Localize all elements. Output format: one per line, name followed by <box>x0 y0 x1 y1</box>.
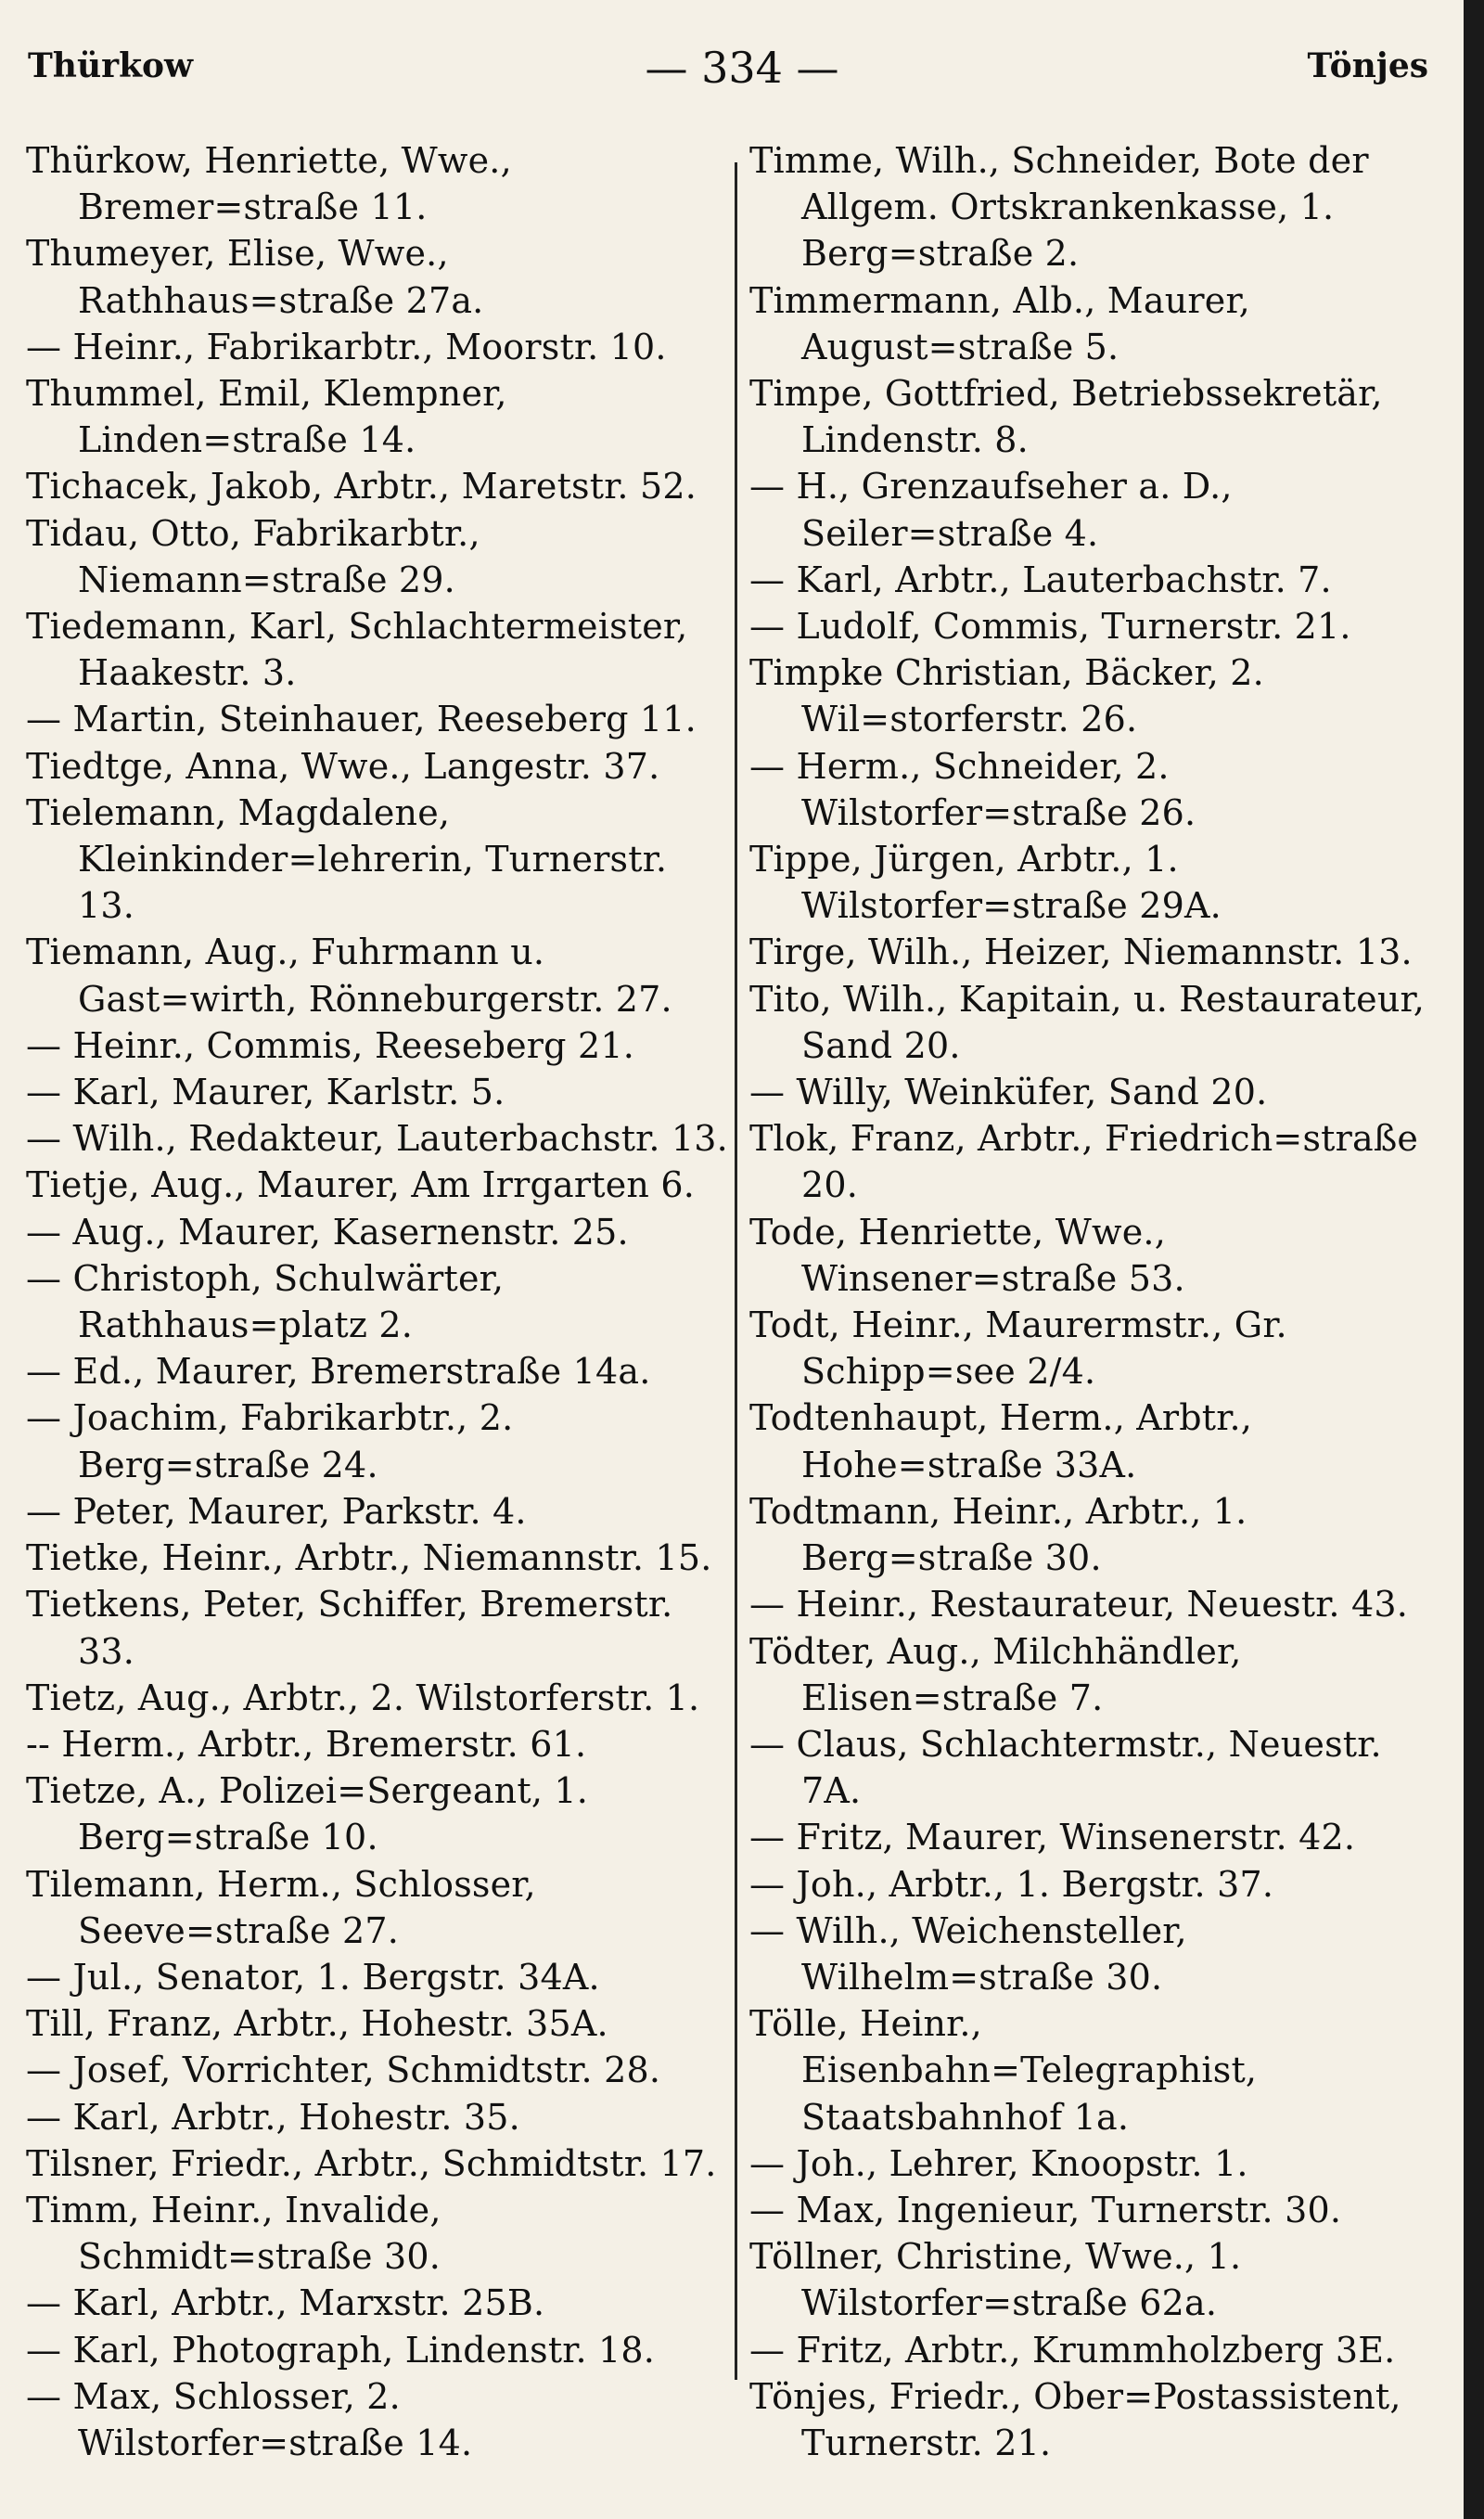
directory-entry: Todt, Heinr., Maurermstr., Gr. Schipp=see 2/4. <box>749 1304 1287 1393</box>
directory-entry: Tirge, Wilh., Heizer, Niemannstr. 13. <box>749 932 1413 973</box>
directory-entry: — Karl, Maurer, Karlstr. 5. <box>26 1072 505 1113</box>
directory-entry: — Max, Schlosser, 2. Wilstorfer=straße 14. <box>26 2375 473 2463</box>
column-divider <box>735 162 737 2380</box>
directory-entry: Tlok, Franz, Arbtr., Friedrich=straße 20. <box>749 1118 1419 1206</box>
directory-entry: Tietkens, Peter, Schiffer, Bremerstr. 33. <box>26 1584 673 1672</box>
directory-entry: — Jul., Senator, 1. Bergstr. 34A. <box>26 1956 600 1998</box>
directory-entry: Tiedtge, Anna, Wwe., Langestr. 37. <box>26 745 660 787</box>
directory-entry: — Karl, Photograph, Lindenstr. 18. <box>26 2329 656 2371</box>
directory-entry: Tödter, Aug., Milchhändler, Elisen=straße 7. <box>749 1630 1242 1718</box>
directory-entry: — Joh., Arbtr., 1. Bergstr. 37. <box>749 1863 1274 1905</box>
directory-entry: Töllner, Christine, Wwe., 1. Wilstorfer=straße 62a. <box>749 2236 1242 2324</box>
directory-entry: — Heinr., Restaurateur, Neuestr. 43. <box>749 1584 1409 1626</box>
directory-entry: Tölle, Heinr., Eisenbahn=Telegraphist, Staatsbahnhof 1a. <box>749 2003 1258 2138</box>
page-number: — 334 — <box>645 43 839 93</box>
directory-entry: — Heinr., Commis, Reeseberg 21. <box>26 1024 634 1066</box>
directory-entry: — Ludolf, Commis, Turnerstr. 21. <box>749 606 1351 648</box>
directory-entry: Tielemann, Magdalene, Kleinkinder=lehrerin, Turnerstr. 13. <box>26 791 668 927</box>
running-head-right: Tönjes <box>1307 46 1428 85</box>
directory-entry: Timmermann, Alb., Maurer, August=straße 5. <box>749 279 1250 367</box>
directory-entry: Timpke Christian, Bäcker, 2. Wil=storferstr. 26. <box>749 652 1264 740</box>
directory-entry: — Peter, Maurer, Parkstr. 4. <box>26 1490 527 1532</box>
directory-entry: Tito, Wilh., Kapitain, u. Restaurateur, Sand 20. <box>749 978 1426 1066</box>
directory-entry: — Karl, Arbtr., Lauterbachstr. 7. <box>749 559 1332 600</box>
directory-entry: — Wilh., Redakteur, Lauterbachstr. 13. <box>26 1118 728 1160</box>
directory-entry: — Max, Ingenieur, Turnerstr. 30. <box>749 2189 1342 2230</box>
directory-entry: — H., Grenzaufseher a. D., Seiler=straße 4. <box>749 466 1233 554</box>
directory-entry: Tiemann, Aug., Fuhrmann u. Gast=wirth, Rönneburgerstr. 27. <box>26 932 672 1020</box>
directory-entry: — Ed., Maurer, Bremerstraße 14a. <box>26 1351 651 1393</box>
directory-entry: — Josef, Vorrichter, Schmidtstr. 28. <box>26 2050 661 2091</box>
directory-entry: Tietz, Aug., Arbtr., 2. Wilstorferstr. 1. <box>26 1677 700 1718</box>
directory-entry: Timpe, Gottfried, Betriebssekretär, Lindenstr. 8. <box>749 373 1383 461</box>
directory-entry: Todtmann, Heinr., Arbtr., 1. Berg=straße 30. <box>749 1490 1247 1579</box>
directory-entry: Till, Franz, Arbtr., Hohestr. 35A. <box>26 2003 608 2045</box>
directory-entry: — Fritz, Maurer, Winsenerstr. 42. <box>749 1817 1356 1858</box>
directory-entry: Tidau, Otto, Fabrikarbtr., Niemann=straße 29. <box>26 512 480 600</box>
directory-entry: Tietje, Aug., Maurer, Am Irrgarten 6. <box>26 1164 696 1206</box>
directory-entry: Tode, Henriette, Wwe., Winsener=straße 53. <box>749 1211 1185 1299</box>
directory-entry: Thumeyer, Elise, Wwe., Rathhaus=straße 27a. <box>26 233 484 321</box>
directory-entry: — Martin, Steinhauer, Reeseberg 11. <box>26 699 697 740</box>
directory-entry: — Karl, Arbtr., Hohestr. 35. <box>26 2096 520 2138</box>
directory-entry: Tietke, Heinr., Arbtr., Niemannstr. 15. <box>26 1537 712 1579</box>
directory-entry: Tilemann, Herm., Schlosser, Seeve=straße 27. <box>26 1863 536 1951</box>
running-head-left: Thürkow <box>28 46 194 85</box>
directory-entry: — Aug., Maurer, Kasernenstr. 25. <box>26 1211 629 1253</box>
directory-entry: Thummel, Emil, Klempner, Linden=straße 14. <box>26 373 507 461</box>
directory-entry: — Heinr., Fabrikarbtr., Moorstr. 10. <box>26 326 667 367</box>
directory-entry: Tönjes, Friedr., Ober=Postassistent, Turnerstr. 21. <box>749 2375 1401 2463</box>
directory-entry: — Joachim, Fabrikarbtr., 2. Berg=straße 24. <box>26 1397 514 1485</box>
page-edge-shadow <box>1464 0 1484 2519</box>
directory-entry: Timme, Wilh., Schneider, Bote der Allgem. Ortskrankenkasse, 1. Berg=straße 2. <box>749 140 1369 275</box>
directory-entry: Tippe, Jürgen, Arbtr., 1. Wilstorfer=straße 29A. <box>749 839 1222 927</box>
right-column <box>749 137 1447 2466</box>
directory-entry: -- Herm., Arbtr., Bremerstr. 61. <box>26 1723 587 1765</box>
left-column <box>26 137 731 2466</box>
directory-entry: — Willy, Weinküfer, Sand 20. <box>749 1072 1268 1113</box>
directory-entry: Timm, Heinr., Invalide, Schmidt=straße 30. <box>26 2189 441 2278</box>
directory-entry: Thürkow, Henriette, Wwe., Bremer=straße 11. <box>26 140 512 228</box>
directory-entry: Tietze, A., Polizei=Sergeant, 1. Berg=straße 10. <box>26 1770 589 1858</box>
directory-entry: Tilsner, Friedr., Arbtr., Schmidtstr. 17. <box>26 2142 717 2184</box>
directory-entry: Tichacek, Jakob, Arbtr., Maretstr. 52. <box>26 466 697 508</box>
directory-entry: — Christoph, Schulwärter, Rathhaus=platz 2. <box>26 1257 505 1346</box>
directory-entry: — Claus, Schlachtermstr., Neuestr. 7A. <box>749 1723 1382 1812</box>
directory-entry: — Karl, Arbtr., Marxstr. 25B. <box>26 2282 545 2324</box>
directory-entry: — Fritz, Arbtr., Krummholzberg 3E. <box>749 2329 1396 2371</box>
directory-entry: — Herm., Schneider, 2. Wilstorfer=straße 26. <box>749 745 1196 833</box>
directory-entry: — Joh., Lehrer, Knoopstr. 1. <box>749 2142 1248 2184</box>
directory-entry: Todtenhaupt, Herm., Arbtr., Hohe=straße 33A. <box>749 1397 1253 1485</box>
directory-entry: Tiedemann, Karl, Schlachtermeister, Haakestr. 3. <box>26 606 688 694</box>
directory-entry: — Wilh., Weichensteller, Wilhelm=straße 30. <box>749 1909 1187 1998</box>
